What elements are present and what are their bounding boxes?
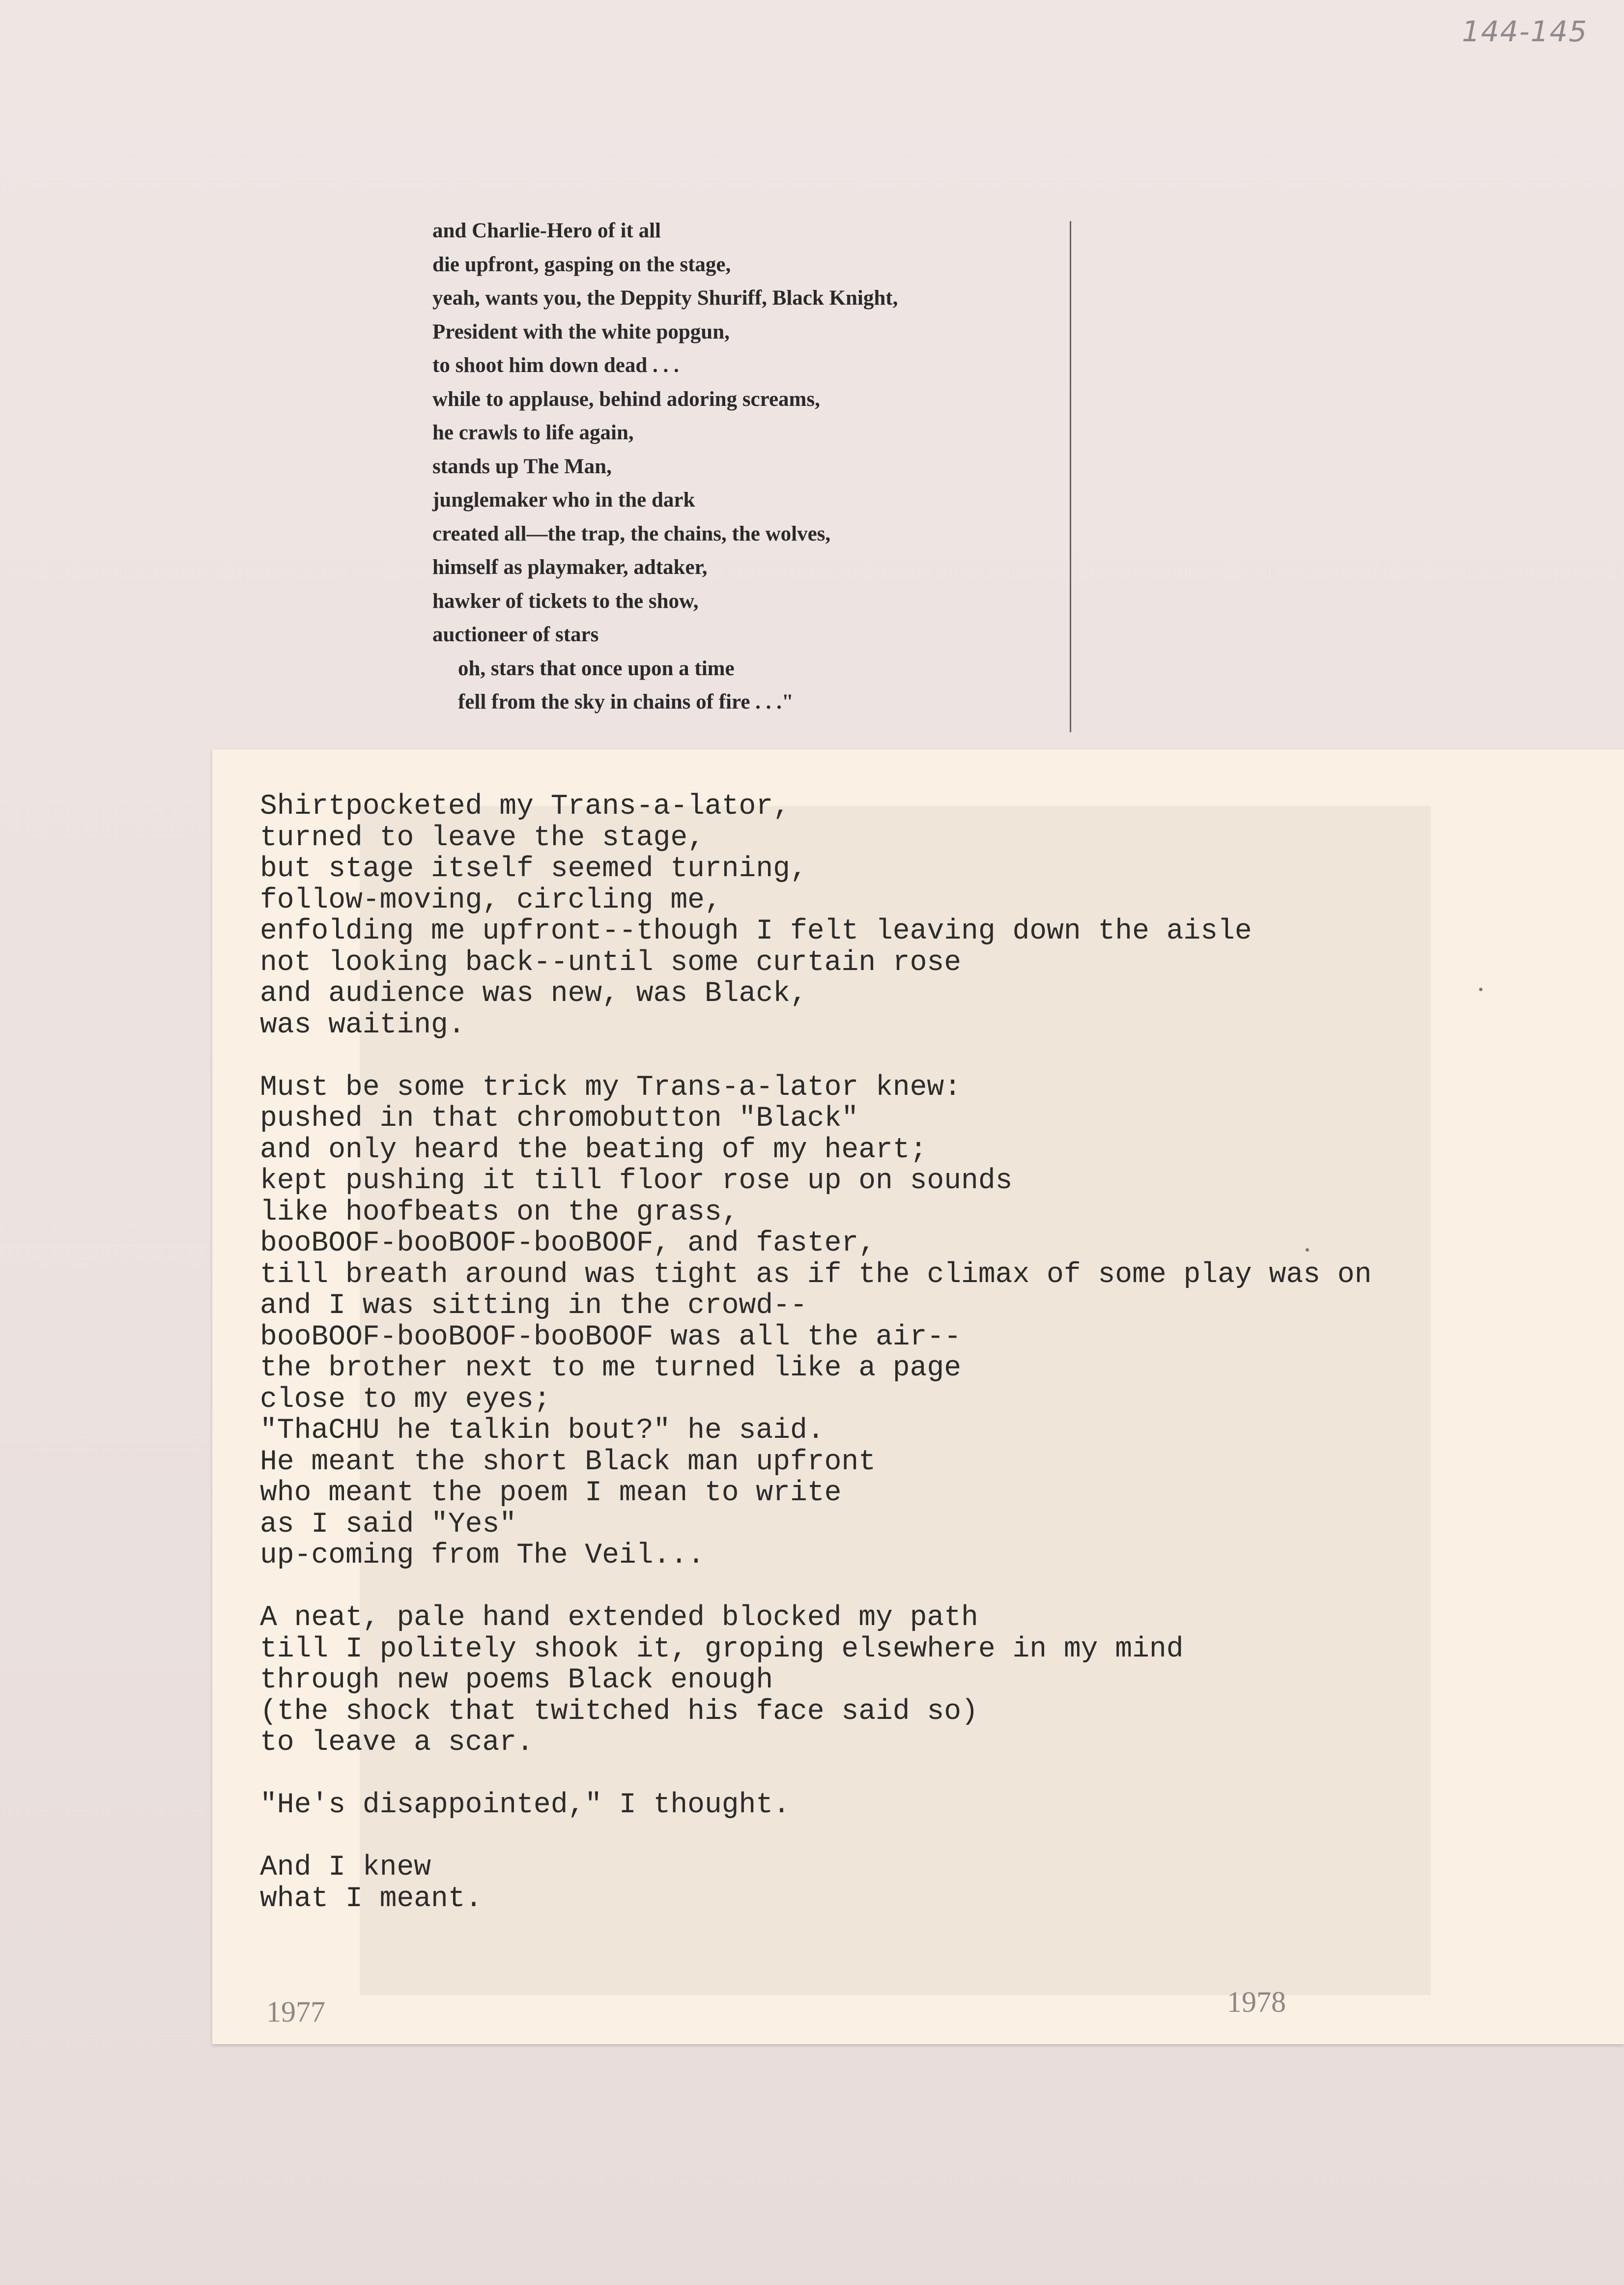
typed-poem-line: (the shock that twitched his face said so) xyxy=(260,1695,978,1728)
typed-poem-line: and I was sitting in the crowd-- xyxy=(260,1290,807,1322)
typed-poem-line: as I said "Yes" xyxy=(260,1508,517,1541)
typed-poem-stanza xyxy=(260,1072,1606,1571)
typed-poem-line: up-coming from The Veil... xyxy=(260,1540,705,1571)
typed-poem-line: what I meant. xyxy=(260,1883,483,1915)
typed-poem-line: like hoofbeats on the grass, xyxy=(260,1196,739,1228)
printed-poem-line: auctioneer of stars xyxy=(432,623,599,646)
printed-poem-line: fell from the sky in chains of fire . . ." xyxy=(458,690,794,714)
typed-poem-line: kept pushing it till floor rose up on sounds xyxy=(260,1165,1013,1197)
typed-poem-line: to leave a scar. xyxy=(260,1727,534,1759)
typed-poem-line: A neat, pale hand extended blocked my path xyxy=(260,1602,978,1634)
typed-poem-line: pushed in that chromobutton "Black" xyxy=(260,1103,859,1135)
typed-poem-line: enfolding me upfront--though I felt leaving down the aisle xyxy=(260,915,1252,947)
typed-poem-line: He meant the short Black man upfront xyxy=(260,1446,876,1478)
printed-poem-line: stands up The Man, xyxy=(432,455,612,478)
year-left: 1977 xyxy=(266,1996,325,2028)
printed-poem-excerpt xyxy=(432,214,1071,719)
typed-poem-line: "ThaCHU he talkin bout?" he said. xyxy=(260,1415,825,1447)
typed-poem-line: close to my eyes; xyxy=(260,1383,551,1416)
typed-poem xyxy=(260,791,1606,1946)
typed-poem-line: but stage itself seemed turning, xyxy=(260,853,807,885)
typed-poem-stanza xyxy=(260,1602,1606,1759)
typed-poem-line: till I politely shook it, groping elsewhere in my mind xyxy=(260,1633,1184,1665)
printed-poem-line: hawker of tickets to the show, xyxy=(432,589,699,613)
paper-speck xyxy=(1306,1248,1309,1252)
typed-poem-line: was waiting. xyxy=(260,1009,465,1041)
printed-poem-line: while to applause, behind adoring screams, xyxy=(432,387,820,411)
typed-poem-stanza xyxy=(260,791,1606,1041)
printed-poem-line: yeah, wants you, the Deppity Shuriff, Black Knight, xyxy=(432,286,898,310)
typed-poem-stanza xyxy=(260,1852,1606,1914)
printed-poem-line: President with the white popgun, xyxy=(432,320,730,343)
typed-poem-line: through new poems Black enough xyxy=(260,1664,773,1696)
typed-poem-line: "He's disappointed," I thought. xyxy=(260,1789,790,1821)
typed-poem-line: Must be some trick my Trans-a-lator knew: xyxy=(260,1071,962,1104)
typed-poem-line: and audience was new, was Black, xyxy=(260,978,807,1010)
printed-poem-line: himself as playmaker, adtaker, xyxy=(432,556,708,579)
year-right: 1978 xyxy=(1227,1986,1286,2018)
typed-poem-line: booBOOF-booBOOF-booBOOF, and faster, xyxy=(260,1228,876,1259)
printed-poem-line: junglemaker who in the dark xyxy=(432,488,695,512)
printed-poem-line: oh, stars that once upon a time xyxy=(458,657,735,680)
typescript-sheet xyxy=(212,749,1624,2044)
typed-poem-stanza xyxy=(260,1790,1606,1821)
typed-poem-line: and only heard the beating of my heart; xyxy=(260,1134,927,1166)
printed-poem-line: and Charlie-Hero of it all xyxy=(432,219,661,242)
margin-rule xyxy=(1070,221,1071,732)
page-number: 144-145 xyxy=(1462,15,1588,48)
typed-poem-line: turned to leave the stage, xyxy=(260,822,705,854)
paper-speck xyxy=(1479,988,1482,991)
typed-poem-line: till breath around was tight as if the climax of some play was on xyxy=(260,1258,1372,1291)
printed-poem-line: created all—the trap, the chains, the wolves, xyxy=(432,522,831,545)
printed-poem-line: to shoot him down dead . . . xyxy=(432,354,679,377)
printed-poem-line: die upfront, gasping on the stage, xyxy=(432,253,731,276)
typed-poem-line: And I knew xyxy=(260,1852,431,1884)
typed-poem-line: booBOOF-booBOOF-booBOOF was all the air-- xyxy=(260,1321,962,1353)
printed-poem-line: he crawls to life again, xyxy=(432,421,634,444)
typed-poem-line: follow-moving, circling me, xyxy=(260,884,722,916)
typed-poem-line: not looking back--until some curtain rose xyxy=(260,946,962,979)
typed-poem-line: who meant the poem I mean to write xyxy=(260,1477,842,1509)
typed-poem-line: the brother next to me turned like a page xyxy=(260,1352,962,1384)
typed-poem-line: Shirtpocketed my Trans-a-lator, xyxy=(260,791,790,823)
